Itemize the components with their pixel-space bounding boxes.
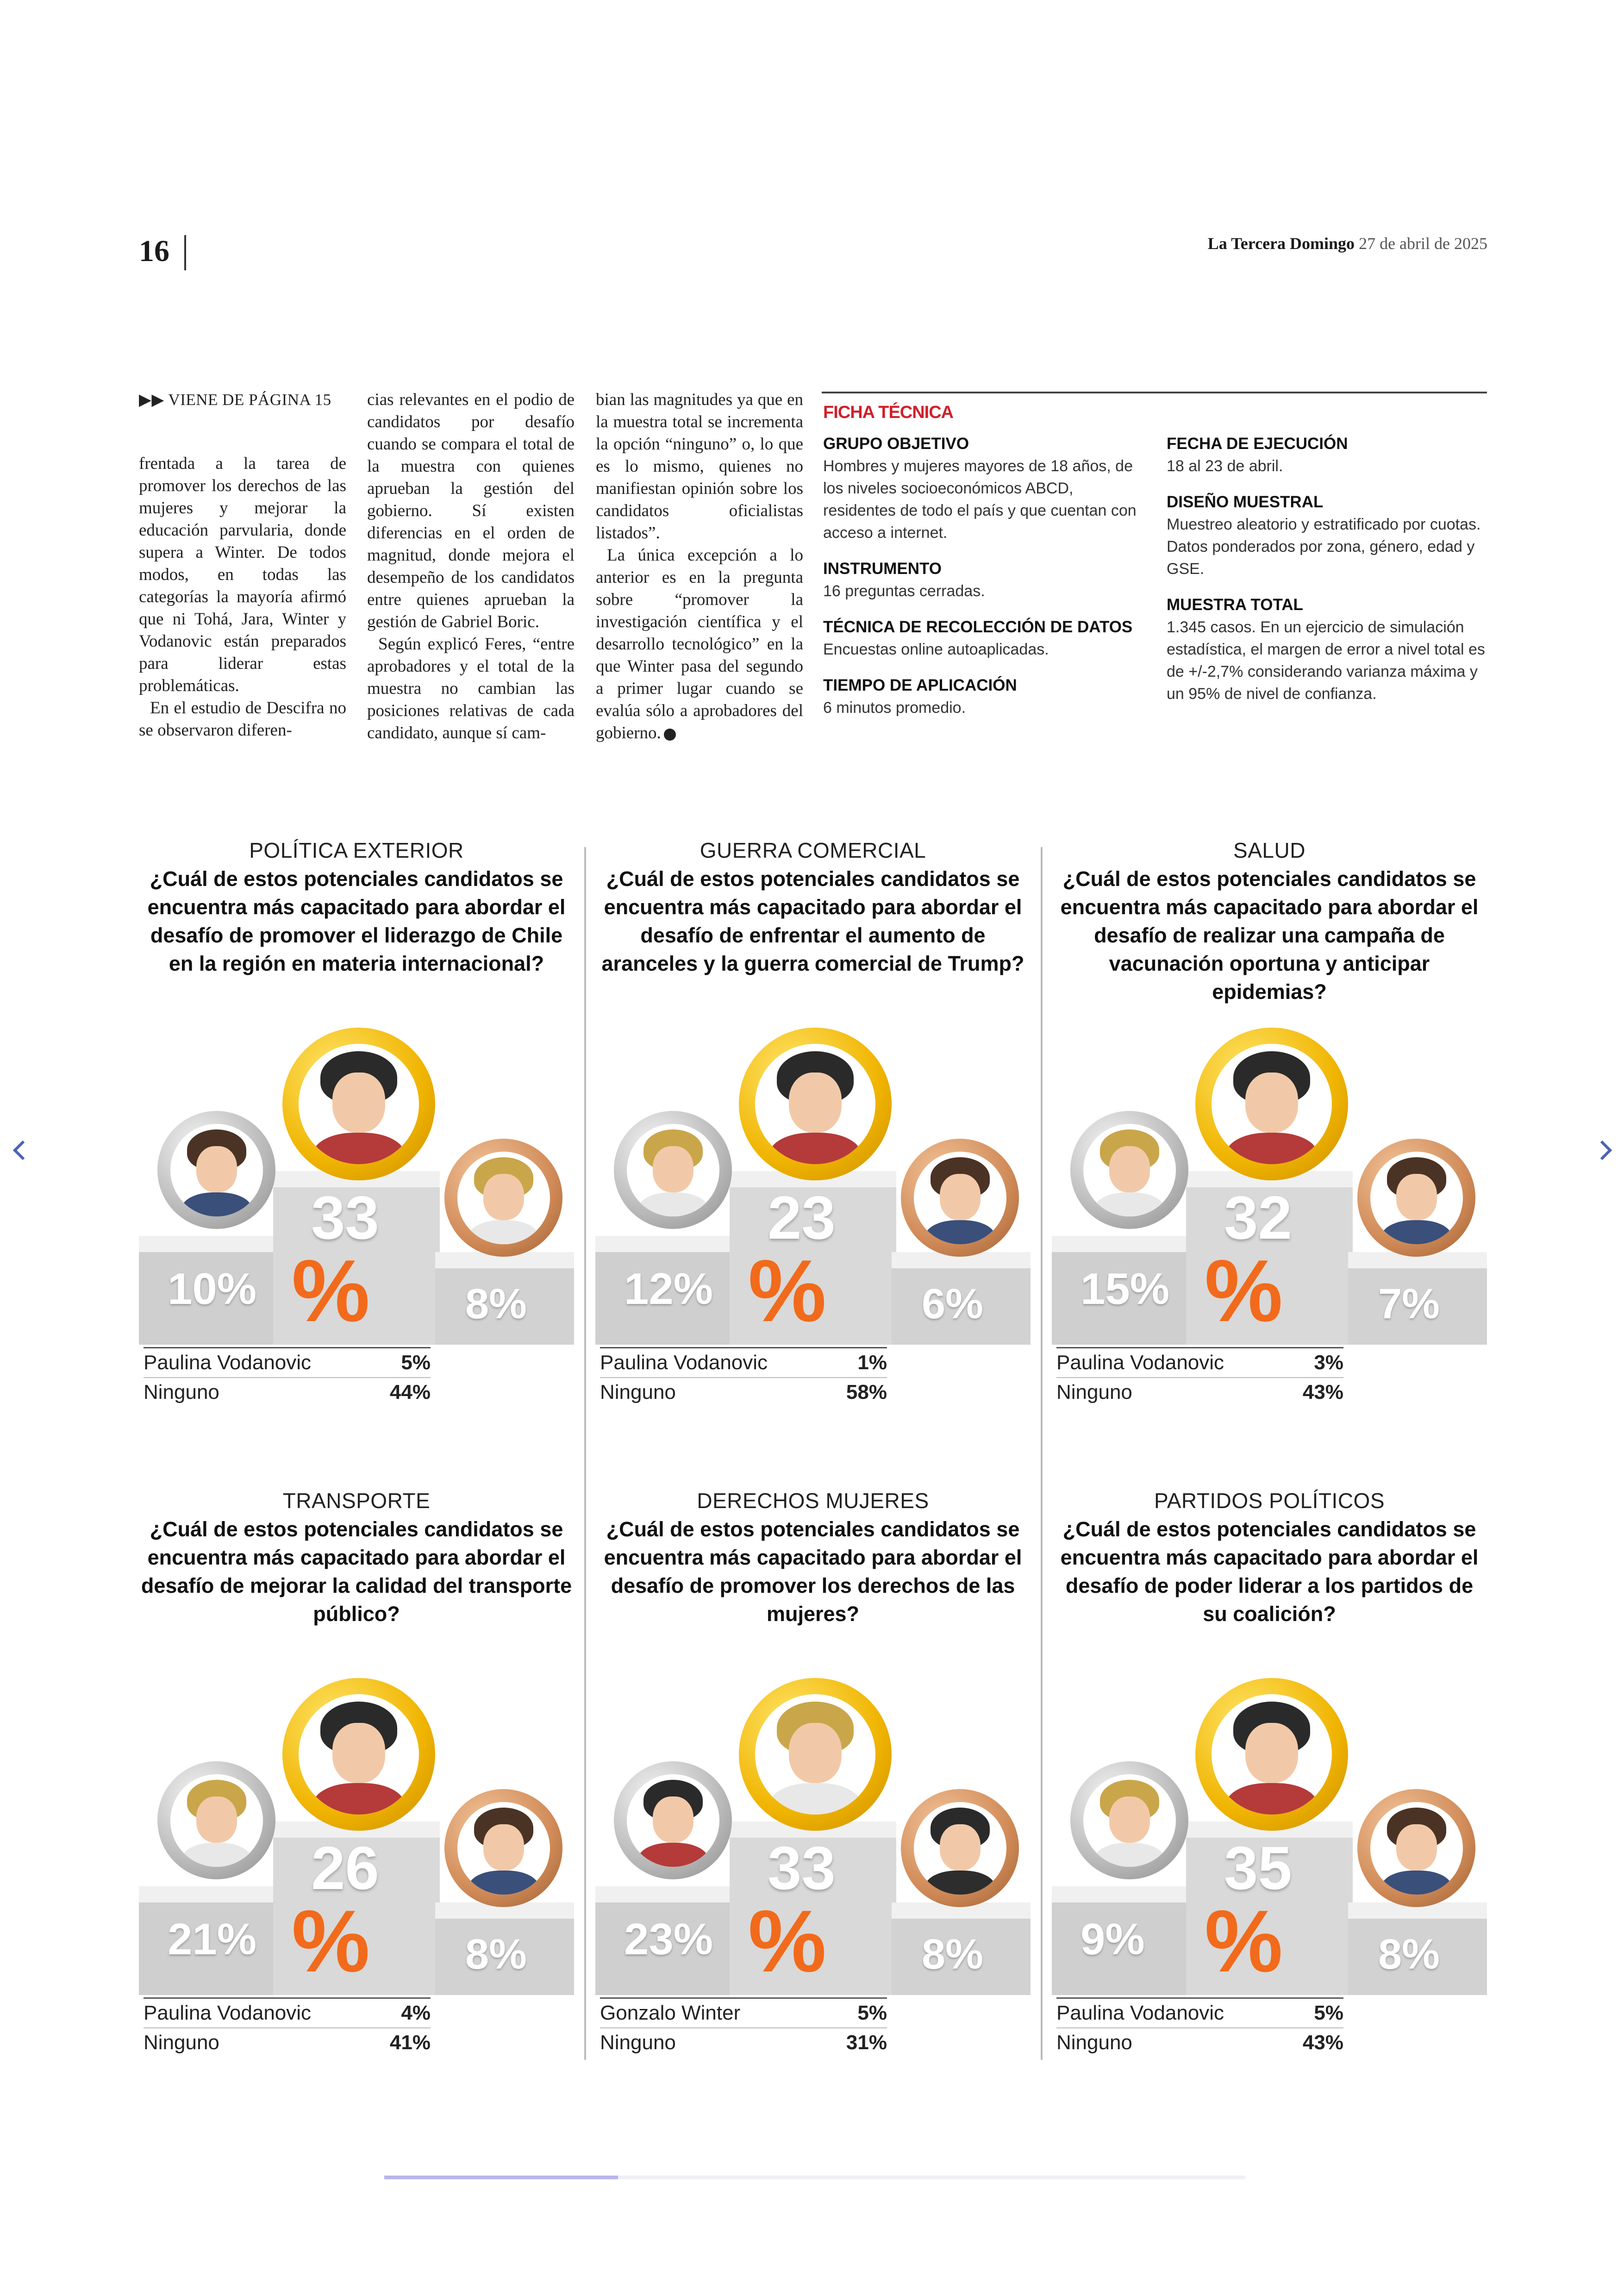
ficha-label: TIEMPO DE APLICACIÓN — [823, 676, 1017, 694]
candidate-second-portrait — [1070, 1111, 1188, 1229]
third-place-value: 7% — [1378, 1280, 1440, 1328]
candidate-third-portrait — [444, 1139, 562, 1257]
article-paragraph: Según explicó Feres, “entre aprobadores y el total de la muestra no cambian las posiciones relativas de cada candidato, aunque sí cam- — [367, 635, 575, 742]
candidate-second-portrait — [614, 1111, 732, 1229]
article-paragraph: frentada a la tarea de promover los derechos de las mujeres y mejorar la educación parvularia, donde supera a Winter. De todos modos, en todas las categorías la mayoría afirmó que ni Tohá, Jara, Winter y Vodanovic están preparados para liderar estas problemáticas. — [139, 454, 346, 695]
row-label: Gonzalo Winter — [600, 2002, 741, 2024]
percent-sign: % — [292, 1892, 370, 1990]
issue-date: 27 de abril de 2025 — [1359, 234, 1487, 253]
ficha-text: 18 al 23 de abril. — [1167, 457, 1283, 475]
ficha-label: FECHA DE EJECUCIÓN — [1167, 435, 1348, 453]
row-label: Ninguno — [144, 1381, 219, 1403]
candidate-third-portrait — [901, 1139, 1019, 1257]
ficha-text: Hombres y mujeres mayores de 18 años, de los niveles socioeconómicos ABCD, residentes de todo el país y que cuentan con acceso a internet. — [823, 457, 1137, 542]
panel-question: ¿Cuál de estos potenciales candidatos se encuentra más capacitado para abordar el desafío de poder liderar a los partidos de su coalición? — [1060, 1517, 1479, 1626]
viene-de-pagina: ▶▶ VIENE DE PÁGINA 15 — [139, 391, 331, 409]
first-place-value: 33 — [768, 1834, 836, 1902]
candidate-first-portrait — [739, 1028, 892, 1180]
row-label: Ninguno — [600, 2031, 676, 2054]
third-place-value: 6% — [922, 1280, 983, 1328]
table-row — [144, 2027, 431, 2057]
article-column-1 — [139, 389, 346, 742]
second-place-value: 9% — [1081, 1915, 1145, 1964]
row-value: 31% — [846, 2031, 887, 2054]
next-page-icon[interactable] — [1593, 1141, 1612, 1160]
third-place-value: 8% — [1378, 1931, 1440, 1978]
second-place-value: 12% — [624, 1264, 713, 1314]
panel-topic: POLÍTICA EXTERIOR — [249, 838, 464, 862]
third-place-value: 8% — [465, 1280, 527, 1328]
panel-question: ¿Cuál de estos potenciales candidatos se encuentra más capacitado para abordar el desafío de realizar una campaña de vacunación oportuna y anticipar epidemias? — [1060, 867, 1479, 1004]
row-label: Paulina Vodanovic — [600, 1351, 768, 1374]
table-row — [1056, 1377, 1343, 1407]
ficha-column-right — [1167, 433, 1491, 719]
ficha-label: INSTRUMENTO — [823, 560, 942, 578]
podium-graphic — [139, 1669, 574, 2002]
article-paragraph: En el estudio de Descifra no se observaron diferen- — [139, 698, 346, 740]
masthead-title: La Tercera Domingo — [1207, 234, 1355, 253]
panel-question: ¿Cuál de estos potenciales candidatos se encuentra más capacitado para abordar el desafío de enfrentar el aumento de aranceles y la guerra comercial de Trump? — [601, 867, 1024, 975]
header-divider — [184, 235, 186, 270]
panel-divider — [1041, 847, 1043, 2060]
row-value: 5% — [857, 2002, 887, 2024]
end-of-article-icon — [664, 729, 676, 741]
table-row — [1056, 2027, 1343, 2057]
row-value: 4% — [401, 2002, 431, 2024]
ficha-text: Encuestas online autoaplicadas. — [823, 641, 1049, 658]
article-paragraph: bian las magnitudes ya que en la muestra total se incrementa la opción “ninguno” o, lo que es lo mismo, quienes no manifiestan opinión sobre los candidatos oficialistas listados”. — [596, 390, 803, 543]
candidate-second-portrait — [614, 1761, 732, 1879]
panel-topic: PARTIDOS POLÍTICOS — [1154, 1489, 1385, 1513]
masthead — [1208, 234, 1487, 253]
percent-sign: % — [1205, 1242, 1283, 1340]
podium-graphic — [139, 1018, 574, 1352]
ficha-title: FICHA TÉCNICA — [823, 403, 954, 422]
other-results-table — [600, 1997, 887, 2057]
table-row — [144, 1377, 431, 1407]
candidate-first-portrait — [1195, 1028, 1348, 1180]
ficha-text: Muestreo aleatorio y estratificado por cuotas. Datos ponderados por zona, género, edad y GSE. — [1167, 516, 1481, 578]
other-results-table — [600, 1347, 887, 1407]
candidate-first-portrait — [282, 1678, 435, 1831]
row-label: Ninguno — [144, 2031, 219, 2054]
row-value: 1% — [857, 1351, 887, 1374]
podium-graphic — [1052, 1018, 1487, 1352]
row-label: Ninguno — [1056, 1381, 1132, 1403]
row-value: 43% — [1302, 2031, 1343, 2054]
percent-sign: % — [748, 1242, 826, 1340]
first-place-value: 26 — [311, 1834, 379, 1902]
second-place-value: 23% — [624, 1915, 713, 1964]
other-results-table — [144, 1347, 431, 1407]
other-results-table — [1056, 1347, 1343, 1407]
ficha-text: 16 preguntas cerradas. — [823, 582, 985, 600]
candidate-third-portrait — [444, 1789, 562, 1907]
row-label: Paulina Vodanovic — [1056, 1351, 1224, 1374]
candidate-first-portrait — [1195, 1678, 1348, 1831]
candidate-first-portrait — [739, 1678, 892, 1831]
third-place-value: 8% — [922, 1931, 983, 1978]
percent-sign: % — [292, 1242, 370, 1340]
page-number: 16 — [139, 234, 169, 268]
ficha-text: 1.345 casos. En un ejercicio de simulación estadística, el margen de error a nivel total es de +/-2,7% considerando varianza máxima y un 95% de nivel de confianza. — [1167, 618, 1485, 703]
article-column-2 — [367, 389, 575, 744]
ficha-label: MUESTRA TOTAL — [1167, 596, 1303, 614]
row-label: Ninguno — [1056, 2031, 1132, 2054]
row-value: 5% — [401, 1351, 431, 1374]
candidate-third-portrait — [1357, 1139, 1475, 1257]
panel-topic: SALUD — [1233, 838, 1305, 862]
first-place-value: 35 — [1224, 1834, 1292, 1902]
table-row — [600, 1997, 887, 2027]
third-place-value: 8% — [465, 1931, 527, 1978]
panel-topic: GUERRA COMERCIAL — [700, 838, 926, 862]
row-label: Paulina Vodanovic — [144, 2002, 312, 2024]
panel-question: ¿Cuál de estos potenciales candidatos se encuentra más capacitado para abordar el desafío de promover los derechos de las mujeres? — [604, 1517, 1022, 1626]
candidate-second-portrait — [157, 1111, 275, 1229]
candidate-third-portrait — [1357, 1789, 1475, 1907]
panel-question: ¿Cuál de estos potenciales candidatos se encuentra más capacitado para abordar el desafío de mejorar la calidad del transporte público? — [141, 1517, 572, 1626]
first-place-value: 33 — [311, 1184, 379, 1252]
candidate-second-portrait — [1070, 1761, 1188, 1879]
article-paragraph-text: La única excepción a lo anterior es en la pregunta sobre “promover la investigación científica y el desarrollo tecnológico” en la que Winter pasa del segundo a primer lugar cuando se evalúa sólo a aprobadores del gobierno. — [596, 546, 803, 742]
page-progress-fill — [384, 2176, 618, 2179]
percent-sign: % — [1205, 1892, 1283, 1990]
table-row — [1056, 1997, 1343, 2027]
row-value: 43% — [1302, 1381, 1343, 1403]
row-value: 5% — [1314, 2002, 1343, 2024]
row-value: 44% — [389, 1381, 431, 1403]
row-label: Paulina Vodanovic — [1056, 2002, 1224, 2024]
podium-graphic — [595, 1669, 1031, 2002]
panel-question: ¿Cuál de estos potenciales candidatos se encuentra más capacitado para abordar el desafío de promover el liderazgo de Chile en la región en materia internacional? — [147, 867, 566, 975]
ficha-text: 6 minutos promedio. — [823, 699, 966, 717]
previous-page-icon[interactable] — [13, 1141, 32, 1160]
candidate-second-portrait — [157, 1761, 275, 1879]
article-paragraph — [596, 544, 803, 744]
table-row — [600, 1377, 887, 1407]
ficha-label: GRUPO OBJETIVO — [823, 435, 969, 453]
table-row — [600, 2027, 887, 2057]
first-place-value: 23 — [768, 1184, 836, 1252]
podium-graphic — [1052, 1669, 1487, 2002]
table-row — [144, 1347, 431, 1377]
ficha-divider — [822, 392, 1487, 393]
panel-divider — [584, 847, 586, 2060]
candidate-third-portrait — [901, 1789, 1019, 1907]
table-row — [600, 1347, 887, 1377]
candidate-first-portrait — [282, 1028, 435, 1180]
podium-graphic — [595, 1018, 1031, 1352]
table-row — [144, 1997, 431, 2027]
article-column-3 — [596, 389, 803, 744]
row-value: 58% — [846, 1381, 887, 1403]
second-place-value: 15% — [1081, 1264, 1170, 1314]
row-label: Paulina Vodanovic — [144, 1351, 312, 1374]
row-value: 3% — [1314, 1351, 1343, 1374]
ficha-label: DISEÑO MUESTRAL — [1167, 493, 1324, 511]
first-place-value: 32 — [1224, 1184, 1292, 1252]
ficha-column-left — [823, 433, 1147, 733]
second-place-value: 10% — [168, 1264, 257, 1314]
row-value: 41% — [389, 2031, 431, 2054]
panel-topic: DERECHOS MUJERES — [697, 1489, 929, 1513]
other-results-table — [144, 1997, 431, 2057]
second-place-value: 21% — [168, 1915, 257, 1964]
article-paragraph: cias relevantes en el podio de candidatos por desafío cuando se compara el total de la muestra con quienes aprueban la gestión del gobierno. Sí existen diferencias en el orden de magnitud, donde mejora el desempeño de los candidatos entre quienes aprueban la gestión de Gabriel Boric. — [367, 390, 575, 631]
other-results-table — [1056, 1997, 1343, 2057]
row-label: Ninguno — [600, 1381, 676, 1403]
percent-sign: % — [748, 1892, 826, 1990]
ficha-label: TÉCNICA DE RECOLECCIÓN DE DATOS — [823, 618, 1133, 636]
panel-topic: TRANSPORTE — [282, 1489, 431, 1513]
table-row — [1056, 1347, 1343, 1377]
